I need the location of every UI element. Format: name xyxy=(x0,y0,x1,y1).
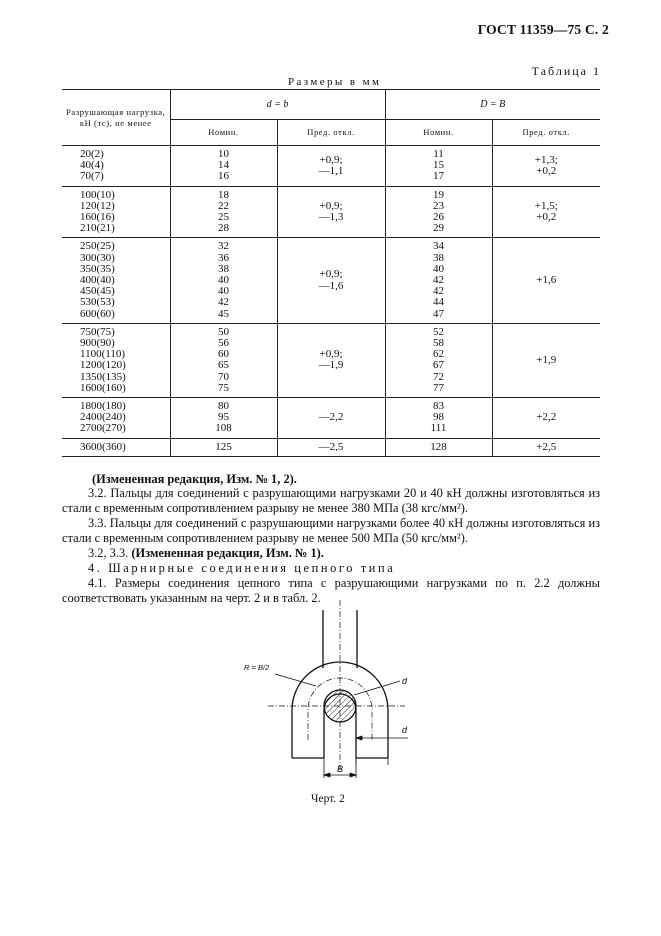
amendment-note-2-text: (Измененная редакция, Изм. № 1). xyxy=(131,546,324,560)
cell-D-deviation-value: +1,3; xyxy=(534,153,558,166)
table-row-group xyxy=(62,146,600,187)
cell-D-deviation-value: +1,6 xyxy=(536,274,557,287)
amendment-note-2-prefix: 3.2, 3.3. xyxy=(88,546,129,560)
cell-load-value: 600(60) xyxy=(80,307,115,320)
cell-d-deviation xyxy=(277,398,385,439)
page-header: ГОСТ 11359—75 С. 2 xyxy=(477,22,609,37)
cell-d-deviation-value: —1,9 xyxy=(318,359,344,372)
cell-D-deviation-value: +2,2 xyxy=(536,411,557,424)
cell-d-nominal-value: 40 xyxy=(218,274,229,287)
cell-d-deviation-value: +0,9; xyxy=(319,268,343,281)
cell-load-value: 40(4) xyxy=(80,159,104,172)
label-B: B xyxy=(337,764,344,774)
cell-D-nominal-value: 44 xyxy=(433,296,444,309)
section-4-heading: 4. Шарнирные соединения цепного типа xyxy=(88,561,396,575)
arrow-b-left xyxy=(324,773,330,777)
cell-D-nominal-value: 58 xyxy=(433,337,444,350)
cell-d-nominal-value: 32 xyxy=(218,240,229,253)
d-leader xyxy=(354,681,400,695)
cell-d-deviation-value: +0,9; xyxy=(319,153,343,166)
cell-D-nominal-value: 42 xyxy=(433,285,444,298)
cell-d-deviation xyxy=(277,238,385,323)
cell-d-nominal-value: 80 xyxy=(218,400,229,413)
cell-load-value: 70(7) xyxy=(80,170,104,183)
cell-D-nominal xyxy=(385,323,492,397)
label-radius: R = B/2 xyxy=(244,663,270,672)
cell-D-deviation xyxy=(492,323,600,397)
cell-d-nominal-value: 56 xyxy=(218,337,229,350)
cell-d-nominal-value: 28 xyxy=(218,222,229,235)
cell-D-nominal-value: 77 xyxy=(433,381,444,394)
cell-d-nominal-value: 36 xyxy=(218,251,229,264)
cell-D-nominal xyxy=(385,238,492,323)
cell-d-nominal-value: 95 xyxy=(218,411,229,424)
cell-D-nominal-value: 15 xyxy=(433,159,444,172)
cell-D-nominal xyxy=(385,146,492,187)
cell-load-value: 1100(110) xyxy=(80,348,126,361)
table-row-group xyxy=(62,438,600,456)
figure-chain-joint xyxy=(230,600,430,800)
cell-d-nominal xyxy=(170,323,277,397)
subheader-D-nominal: Номин. xyxy=(385,120,492,146)
cell-load xyxy=(62,323,170,397)
cell-load xyxy=(62,398,170,439)
cell-load-value: 250(25) xyxy=(80,240,115,253)
cell-d-nominal-value: 42 xyxy=(218,296,229,309)
cell-d-nominal xyxy=(170,438,277,456)
cell-load-value: 350(35) xyxy=(80,262,115,275)
figure-caption: Черт. 2 xyxy=(311,793,345,805)
arrow-b-right xyxy=(350,773,356,777)
cell-d-deviation-value: —1,1 xyxy=(318,164,344,177)
cell-load xyxy=(62,146,170,187)
cell-d-deviation-value: —1,6 xyxy=(318,279,344,292)
cell-D-deviation-value: +1,5; xyxy=(534,199,558,212)
cell-load-value: 450(45) xyxy=(80,285,115,298)
cell-D-nominal-value: 40 xyxy=(433,262,444,275)
cell-load xyxy=(62,438,170,456)
cell-D-nominal-value: 17 xyxy=(433,170,444,183)
cell-D-deviation-value: +0,2 xyxy=(536,211,557,224)
amendment-note-2 xyxy=(62,546,600,561)
cell-d-deviation-value: +0,9; xyxy=(319,348,343,361)
cell-load-value: 900(90) xyxy=(80,337,115,350)
cell-load xyxy=(62,238,170,323)
cell-d-nominal-value: 18 xyxy=(218,188,229,201)
cell-d-nominal xyxy=(170,186,277,238)
cell-load-value: 2700(270) xyxy=(80,422,126,435)
cell-D-nominal-value: 67 xyxy=(433,359,444,372)
cell-D-nominal-value: 47 xyxy=(433,307,444,320)
cell-D-nominal-value: 38 xyxy=(433,251,444,264)
cell-d-nominal-value: 70 xyxy=(218,370,229,383)
radius-leader xyxy=(275,674,316,686)
cell-d-nominal-value: 125 xyxy=(215,440,232,453)
cell-load-value: 300(30) xyxy=(80,251,115,264)
cell-load-value: 100(10) xyxy=(80,188,115,201)
subheader-D-deviation: Пред. откл. xyxy=(492,120,600,146)
cell-d-nominal-value: 25 xyxy=(218,211,229,224)
paragraph-3-2: 3.2. Пальцы для соединений с разрушающими нагрузками 20 и 40 кН должны изготовляться из стали с временным сопротивлением разрыву не менее 380 МПа (38 кгс/мм²). xyxy=(62,486,600,515)
cell-d-nominal-value: 40 xyxy=(218,285,229,298)
cell-load-value: 1200(120) xyxy=(80,359,126,372)
cell-load xyxy=(62,186,170,238)
cell-d-deviation xyxy=(277,323,385,397)
subheader-d-deviation: Пред. откл. xyxy=(277,120,385,146)
cell-load-value: 120(12) xyxy=(80,199,115,212)
cell-D-nominal-value: 29 xyxy=(433,222,444,235)
cell-d-nominal-value: 10 xyxy=(218,148,229,160)
cell-d-nominal-value: 65 xyxy=(218,359,229,372)
cell-load-value: 530(53) xyxy=(80,296,115,309)
cell-d-deviation-value: —1,3 xyxy=(318,211,344,224)
cell-d-nominal-value: 50 xyxy=(218,325,229,338)
cell-load-value: 1350(135) xyxy=(80,370,126,383)
table-body xyxy=(62,146,600,457)
cell-d-deviation xyxy=(277,186,385,238)
label-d-dimension: d xyxy=(402,725,408,735)
cell-load-value: 20(2) xyxy=(80,148,104,160)
cell-D-nominal-value: 26 xyxy=(433,211,444,224)
cell-D-deviation xyxy=(492,438,600,456)
cell-load-value: 750(75) xyxy=(80,325,115,338)
label-d-pin: d xyxy=(402,676,408,686)
cell-D-nominal-value: 72 xyxy=(433,370,444,383)
cell-D-nominal-value: 19 xyxy=(433,188,444,201)
cell-D-nominal-value: 111 xyxy=(430,422,447,435)
arrow-d-left xyxy=(356,736,362,740)
amendment-note-1: (Измененная редакция, Изм. № 1, 2). xyxy=(92,472,297,486)
paragraph-4-1: 4.1. Размеры соединения цепного типа с разрушающими нагрузками по п. 2.2 должны соответствовать указанным на черт. 2 и в табл. 2. xyxy=(62,576,600,605)
cell-d-nominal-value: 14 xyxy=(218,159,229,172)
dimensions-table xyxy=(62,89,600,457)
column-group-d: d = b xyxy=(170,90,385,120)
cell-D-nominal-value: 128 xyxy=(430,440,447,453)
cell-load-value: 210(21) xyxy=(80,222,115,235)
cell-D-deviation xyxy=(492,398,600,439)
cell-d-deviation-value: +0,9; xyxy=(319,199,343,212)
cell-d-nominal-value: 38 xyxy=(218,262,229,275)
cell-D-nominal xyxy=(385,398,492,439)
table-label: Таблица 1 xyxy=(531,64,601,78)
cell-D-deviation-value: +2,5 xyxy=(536,440,557,453)
cell-D-deviation xyxy=(492,238,600,323)
cell-D-nominal xyxy=(385,186,492,238)
column-header-load xyxy=(62,90,170,146)
subheader-d-nominal: Номин. xyxy=(170,120,277,146)
table-row-group xyxy=(62,323,600,397)
cell-load-value: 1600(160) xyxy=(80,381,126,394)
cell-load-value: 1800(180) xyxy=(80,400,126,413)
cell-d-nominal-value: 22 xyxy=(218,199,229,212)
cell-D-deviation xyxy=(492,186,600,238)
pin-section xyxy=(324,690,356,722)
cell-d-deviation xyxy=(277,146,385,187)
cell-d-deviation-value: —2,5 xyxy=(318,440,344,453)
column-group-D: D = B xyxy=(385,90,600,120)
table-row-group xyxy=(62,186,600,238)
cell-D-nominal-value: 42 xyxy=(433,274,444,287)
cell-D-nominal-value: 98 xyxy=(433,411,444,424)
paragraph-3-3: 3.3. Пальцы для соединений с разрушающими нагрузками более 40 кН должны изготовляться из стали с временным сопротивлением разрыву не менее 500 МПа (50 кгс/мм²). xyxy=(62,516,600,545)
cell-load-value: 160(16) xyxy=(80,211,115,224)
table-row-group xyxy=(62,238,600,323)
sizes-note: Размеры в мм xyxy=(288,76,382,88)
cell-D-nominal-value: 62 xyxy=(433,348,444,361)
cell-D-nominal xyxy=(385,438,492,456)
cell-D-nominal-value: 83 xyxy=(433,400,444,413)
cell-D-deviation-value: +0,2 xyxy=(536,164,557,177)
cell-d-nominal-value: 75 xyxy=(218,381,229,394)
cell-d-nominal xyxy=(170,398,277,439)
cell-d-deviation-value: —2,2 xyxy=(318,411,344,424)
cell-D-nominal-value: 34 xyxy=(433,240,444,253)
cell-d-nominal-value: 60 xyxy=(218,348,229,361)
cell-D-nominal-value: 11 xyxy=(433,148,444,160)
cell-d-nominal-value: 16 xyxy=(218,170,229,183)
cell-d-nominal-value: 45 xyxy=(218,307,229,320)
cell-load-value: 2400(240) xyxy=(80,411,126,424)
cell-D-nominal-value: 52 xyxy=(433,325,444,338)
cell-d-nominal-value: 108 xyxy=(215,422,232,435)
cell-d-nominal xyxy=(170,146,277,187)
cell-d-nominal xyxy=(170,238,277,323)
column-header-load-text: Разрушающая нагрузка, кН (тс), не менее xyxy=(66,107,166,128)
cell-D-deviation-value: +1,9 xyxy=(536,353,557,366)
cell-load-value: 3600(360) xyxy=(80,440,126,453)
cell-D-deviation xyxy=(492,146,600,187)
table-row-group xyxy=(62,398,600,439)
cell-D-nominal-value: 23 xyxy=(433,199,444,212)
cell-load-value: 400(40) xyxy=(80,274,115,287)
cell-d-deviation xyxy=(277,438,385,456)
